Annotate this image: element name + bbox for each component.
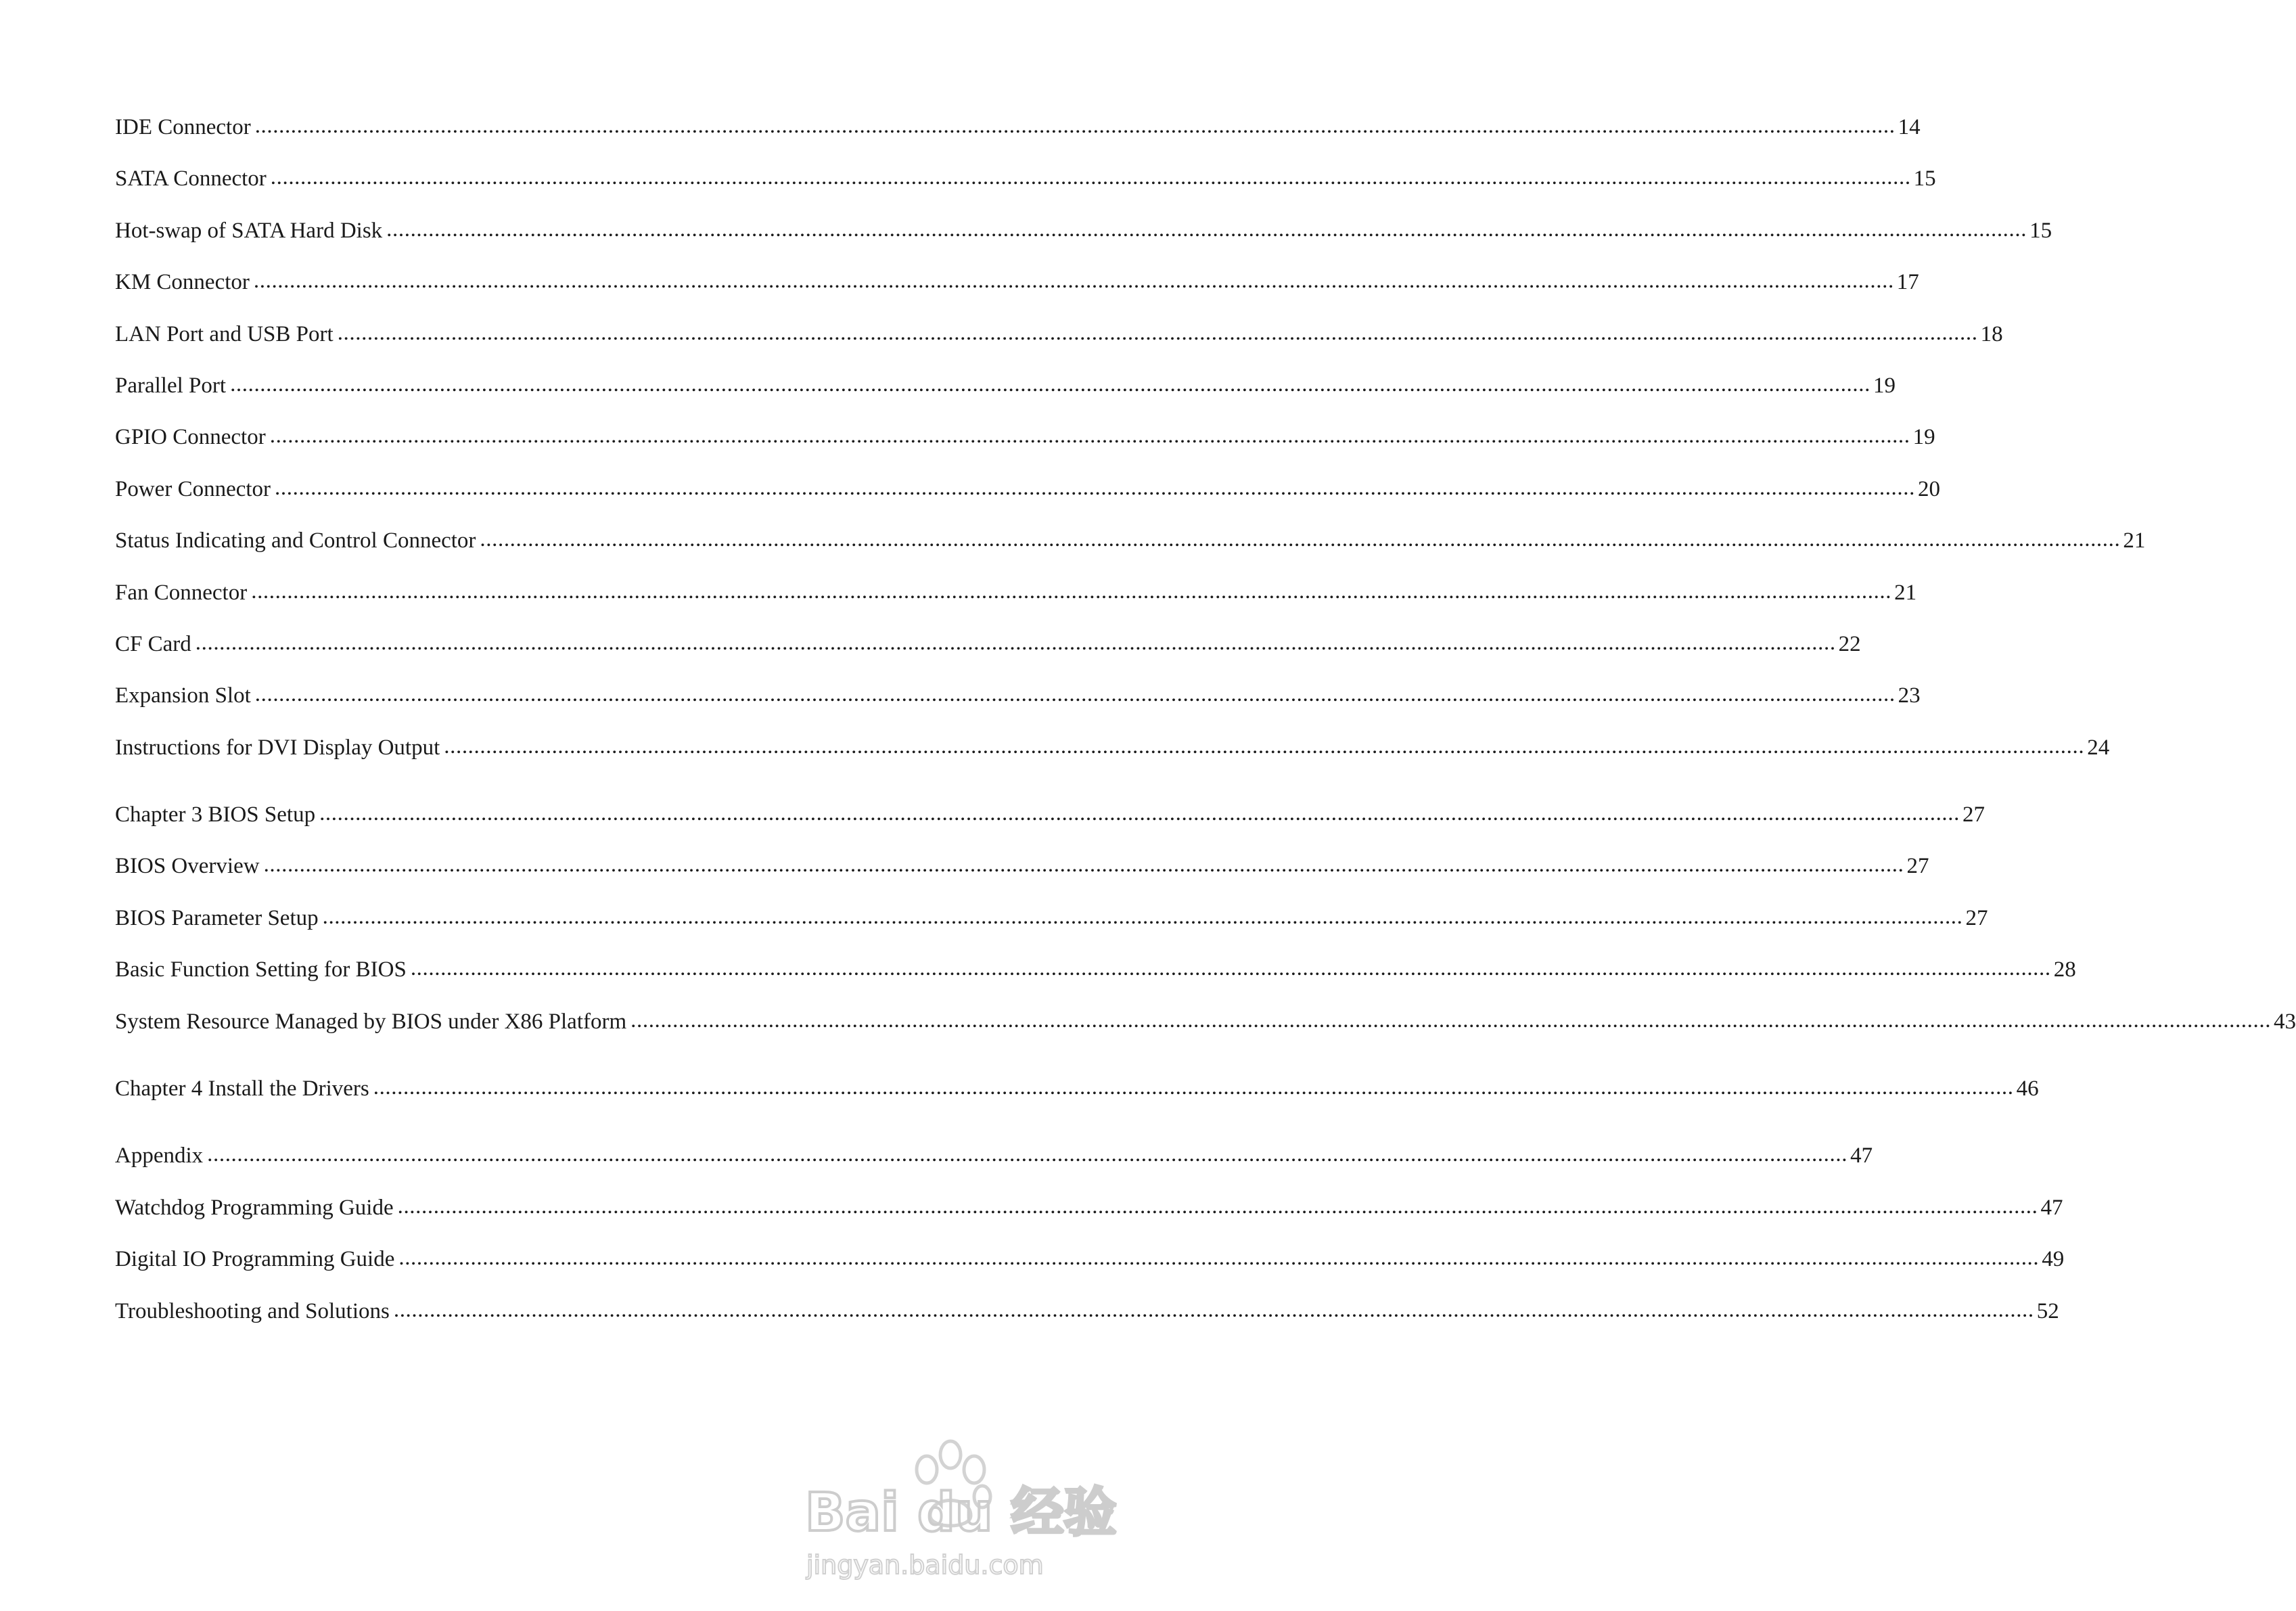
toc-leader-dots	[275, 474, 1915, 501]
toc-entry-page: 18	[1980, 321, 2003, 346]
toc-entry[interactable]	[115, 734, 2110, 786]
toc-entry[interactable]	[115, 269, 1919, 320]
watermark-url-text: jingyan.baidu.com	[806, 1550, 1044, 1580]
toc-entry[interactable]	[115, 579, 1917, 631]
toc-entry-page: 47	[2040, 1195, 2063, 1220]
toc-entry[interactable]	[115, 165, 1936, 217]
toc-entry[interactable]	[115, 114, 1921, 165]
toc-entry[interactable]	[115, 476, 1940, 527]
toc-entry-page: 19	[1912, 425, 1935, 450]
toc-entry-page: 27	[1962, 802, 1985, 827]
toc-entry-title: Chapter 3 BIOS Setup	[115, 802, 316, 827]
toc-entry-page: 17	[1896, 270, 1919, 295]
toc-entry-title: Status Indicating and Control Connector	[115, 528, 476, 553]
toc-leader-dots	[271, 164, 1911, 191]
toc-entry-title: BIOS Overview	[115, 854, 260, 879]
toc-leader-dots	[338, 319, 1978, 346]
toc-entry-page: 21	[1894, 580, 1917, 605]
toc-leader-dots	[398, 1193, 2038, 1220]
toc-leader-dots	[264, 851, 1904, 878]
toc-leader-dots	[230, 371, 1870, 398]
toc-leader-dots	[270, 422, 1910, 449]
toc-entry-page: 22	[1838, 631, 1861, 656]
baidu-jingyan-watermark	[805, 1434, 1117, 1583]
toc-entry-page: 15	[2029, 218, 2052, 243]
toc-entry-page: 49	[2042, 1247, 2065, 1272]
toc-leader-dots	[411, 955, 2051, 982]
toc-entry-title: LAN Port and USB Port	[115, 321, 334, 346]
toc-entry-page: 20	[1917, 476, 1940, 501]
toc-entry[interactable]	[115, 372, 1896, 424]
toc-entry-title: Parallel Port	[115, 373, 227, 398]
toc-entry[interactable]	[115, 631, 1861, 682]
toc-entry-page: 24	[2087, 735, 2110, 760]
toc-entry[interactable]	[115, 1194, 2063, 1246]
toc-leader-dots	[373, 1074, 2014, 1101]
toc-entry-title: Instructions for DVI Display Output	[115, 735, 440, 760]
toc-leader-dots	[630, 1007, 2271, 1034]
toc-entry-title: Appendix	[115, 1143, 204, 1168]
toc-entry[interactable]	[115, 853, 1929, 904]
toc-entry[interactable]	[115, 217, 2052, 269]
toc-entry-title: Expansion Slot	[115, 683, 251, 708]
toc-entry-page: 27	[1965, 905, 1988, 930]
toc-chapter-entry[interactable]	[115, 1075, 2039, 1127]
toc-entry-title: Power Connector	[115, 476, 271, 501]
toc-entry-title: GPIO Connector	[115, 425, 266, 450]
toc-leader-dots	[255, 681, 1896, 708]
toc-entry-title: SATA Connector	[115, 166, 267, 191]
toc-entry-title: Hot-swap of SATA Hard Disk	[115, 218, 383, 243]
toc-entry[interactable]	[115, 321, 2003, 372]
toc-entry-title: KM Connector	[115, 270, 250, 295]
toc-entry-page: 52	[2036, 1298, 2059, 1323]
toc-leader-dots	[319, 800, 1960, 827]
toc-chapter-entry[interactable]	[115, 801, 1985, 853]
toc-leader-dots	[196, 629, 1836, 656]
table-of-contents	[115, 114, 2296, 1349]
watermark-url-graphic	[806, 1548, 1077, 1582]
toc-entry-page: 28	[2053, 957, 2076, 982]
watermark-logo-graphic	[805, 1482, 1117, 1543]
toc-entry-page: 14	[1898, 115, 1921, 139]
toc-entry-page: 19	[1873, 373, 1896, 398]
toc-entry-title: Troubleshooting and Solutions	[115, 1298, 390, 1323]
toc-entry-title: BIOS Parameter Setup	[115, 905, 319, 930]
toc-entry-title: CF Card	[115, 631, 191, 656]
toc-leader-dots	[386, 216, 2027, 243]
toc-entry-title: Basic Function Setting for BIOS	[115, 957, 407, 982]
toc-entry-page: 27	[1906, 854, 1929, 879]
toc-entry-title: Chapter 4 Install the Drivers	[115, 1076, 369, 1102]
toc-entry[interactable]	[115, 424, 1935, 475]
toc-leader-dots	[207, 1141, 1847, 1168]
toc-leader-dots	[398, 1244, 2039, 1271]
toc-entry[interactable]	[115, 1246, 2065, 1297]
toc-entry[interactable]	[115, 1298, 2059, 1349]
toc-leader-dots	[444, 733, 2084, 760]
toc-leader-dots	[251, 578, 1891, 605]
toc-entry-title: System Resource Managed by BIOS under X86 Platform	[115, 1009, 627, 1034]
toc-entry-title: Fan Connector	[115, 580, 248, 605]
toc-entry-title: IDE Connector	[115, 115, 251, 139]
toc-entry[interactable]	[115, 905, 1988, 956]
toc-leader-dots	[394, 1296, 2034, 1323]
toc-entry[interactable]	[115, 1008, 2296, 1060]
toc-leader-dots	[254, 267, 1894, 294]
toc-entry-title: Watchdog Programming Guide	[115, 1195, 394, 1220]
watermark-logo-text: Bai du 经验	[805, 1482, 1117, 1543]
toc-entry[interactable]	[115, 682, 1921, 733]
toc-entry-page: 23	[1898, 683, 1921, 708]
toc-entry[interactable]	[115, 956, 2076, 1007]
toc-leader-dots	[323, 903, 1963, 930]
toc-chapter-entry[interactable]	[115, 1142, 1873, 1194]
toc-entry[interactable]	[115, 527, 2146, 578]
toc-entry-page: 46	[2016, 1076, 2039, 1102]
toc-entry-page: 43	[2274, 1009, 2296, 1034]
toc-entry-title: Digital IO Programming Guide	[115, 1247, 395, 1272]
toc-entry-page: 47	[1850, 1143, 1873, 1168]
toc-leader-dots	[255, 112, 1896, 139]
toc-leader-dots	[480, 526, 2120, 553]
toc-entry-page: 15	[1913, 166, 1936, 191]
watermark-logo	[805, 1482, 1117, 1543]
toc-entry-page: 21	[2123, 528, 2146, 553]
watermark-url	[806, 1548, 1077, 1582]
